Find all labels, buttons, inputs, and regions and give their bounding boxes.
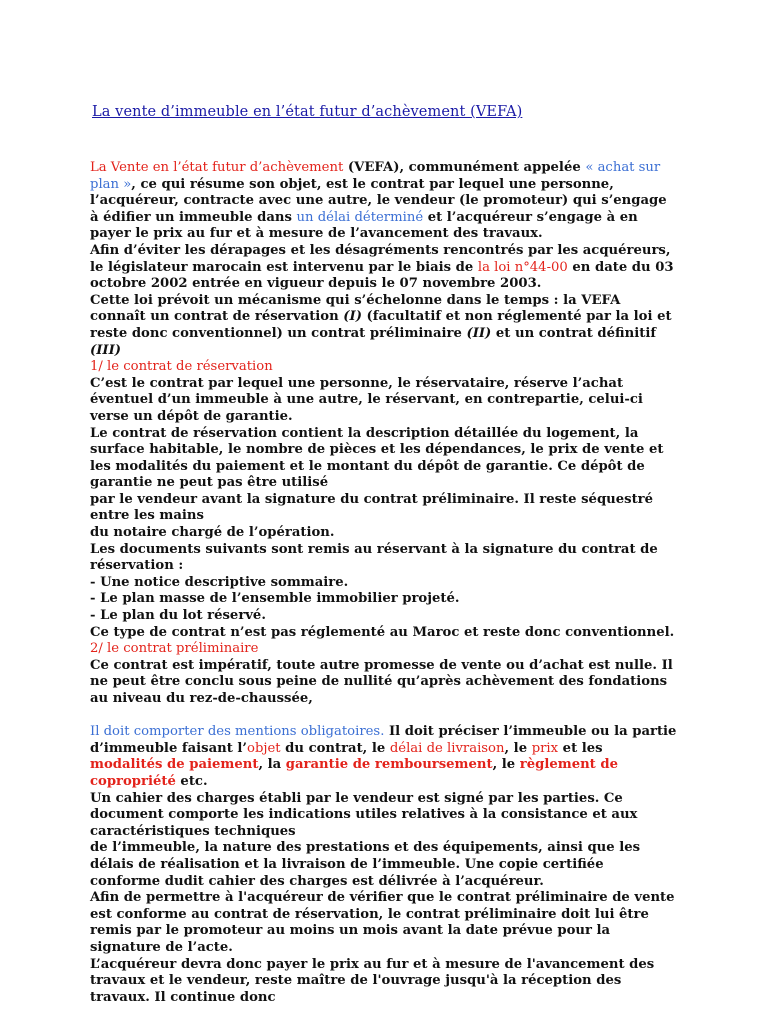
preliminary-paragraph-2a: Un cahier des charges établi par le vendeur est signé par les parties. Ce document comporte les indications utiles relatives à la consistance et aux caractéristiques techniques: [90, 790, 638, 839]
list-item: - Une notice descriptive sommaire.: [90, 574, 349, 590]
reservation-paragraph-3: Les documents suivants sont remis au réservant à la signature du contrat de réservation :: [90, 541, 658, 574]
term-highlight: La Vente en l’état futur d’achèvement: [90, 160, 344, 175]
section-heading-reservation: 1/ le contrat de réservation: [90, 359, 273, 375]
reservation-paragraph-2c: du notaire chargé de l’opération.: [90, 525, 335, 541]
modalites-highlight: modalités de paiement: [90, 757, 259, 773]
mentions-lead: Il doit comporter des mentions obligatoires.: [90, 724, 385, 740]
list-item: - Le plan masse de l’ensemble immobilier projeté.: [90, 591, 460, 607]
law-paragraph: Afin d’éviter les dérapages et les désagréments rencontrés par les acquéreurs, le législateur marocain est intervenu par le biais de la loi n°44-00 en date du 03 octobre 2002 entrée en vigueur depuis le 07 novembre 2003.: [90, 242, 674, 292]
garantie-highlight: garantie de remboursement: [285, 757, 493, 773]
law-highlight: la loi n°44-00: [477, 259, 568, 275]
preliminary-paragraph-3: Afin de permettre à l'acquéreur de vérifier que le contrat préliminaire de vente est conforme au contrat de réservation, le contrat préliminaire doit lui être remis par le promoteur au moins un mois avant la date prévue pour la signature de l’acte.: [90, 890, 675, 955]
nickname-highlight: « achat sur plan »: [90, 160, 661, 192]
document-title: La vente d’immeuble en l’état futur d’achèvement (VEFA): [92, 104, 523, 120]
objet-highlight: objet: [247, 740, 281, 756]
paragraph-gap: [90, 708, 678, 725]
prix-highlight: prix: [531, 740, 559, 756]
reservation-paragraph-2a: Le contrat de réservation contient la description détaillée du logement, la surface habitable, le nombre de pièces et les dépendances, le prix de vente et les modalités du paiement et le montant du dépôt de garantie. Ce dépôt de garantie ne peut pas être utilisé: [90, 425, 664, 491]
reservation-paragraph-1: C’est le contrat par lequel une personne, le réservataire, réserve l’achat éventuel d’un immeuble à une autre, le réservant, en contrepartie, celui-ci verse un dépôt de garantie.: [90, 375, 643, 424]
intro-paragraph: La Vente en l’état futur d’achèvement (VEFA), communément appelée « achat sur plan », ce qui résume son objet, est le contrat par lequel une personne, l’acquéreur, contracte avec une autre, le vendeur (le promoteur) qui s’engage à édifier un immeuble dans un délai déterminé et l’acquéreur s’engage à en payer le prix au fur et à mesure de l’avancement des travaux.: [90, 160, 667, 242]
roman-one: (I): [343, 309, 362, 325]
reservation-paragraph-4: Ce type de contrat n’est pas réglementé au Maroc et reste donc conventionnel.: [90, 624, 675, 640]
list-item: - Le plan du lot réservé.: [90, 608, 266, 624]
section-heading-preliminary: 2/ le contrat préliminaire: [90, 641, 259, 657]
preliminary-paragraph-2b: de l’immeuble, la nature des prestations et des équipements, ainsi que les délais de réalisation et la livraison de l’immeuble. Une copie certifiée conforme dudit cahier des charges est délivrée à l’acquéreur.: [90, 840, 641, 889]
preliminary-paragraph-4: L’acquéreur devra donc payer le prix au fur et à mesure de l'avancement des travaux et le vendeur, reste maître de l'ouvrage jusqu'à la réception des travaux. Il continue donc: [90, 956, 655, 1005]
document-body: [90, 160, 678, 1006]
reglement-highlight: règlement de copropriété: [90, 757, 618, 789]
delai-highlight: délai de livraison: [389, 740, 505, 756]
delay-highlight: un délai déterminé: [296, 209, 424, 225]
mentions-paragraph: Il doit comporter des mentions obligatoires. Il doit préciser l’immeuble ou la partie d’immeuble faisant l’objet du contrat, le délai de livraison, le prix et les modalités de paiement, la garantie de remboursement, le règlement de copropriété etc.: [90, 724, 677, 789]
roman-three: (III): [90, 342, 121, 358]
reservation-paragraph-2b: par le vendeur avant la signature du contrat préliminaire. Il reste séquestré entre les mains: [90, 491, 653, 524]
roman-two: (II): [466, 325, 492, 341]
preliminary-paragraph-1: Ce contrat est impératif, toute autre promesse de vente ou d’achat est nulle. Il ne peut être conclu sous peine de nullité qu’après achèvement des fondations au niveau du rez-de-chaussée,: [90, 657, 673, 706]
mechanism-paragraph: Cette loi prévoit un mécanisme qui s’échelonne dans le temps : la VEFA connaît un contrat de réservation (I) (facultatif et non réglementé par la loi et reste donc conventionnel) un contrat préliminaire (II) et un contrat définitif (III): [90, 292, 672, 358]
